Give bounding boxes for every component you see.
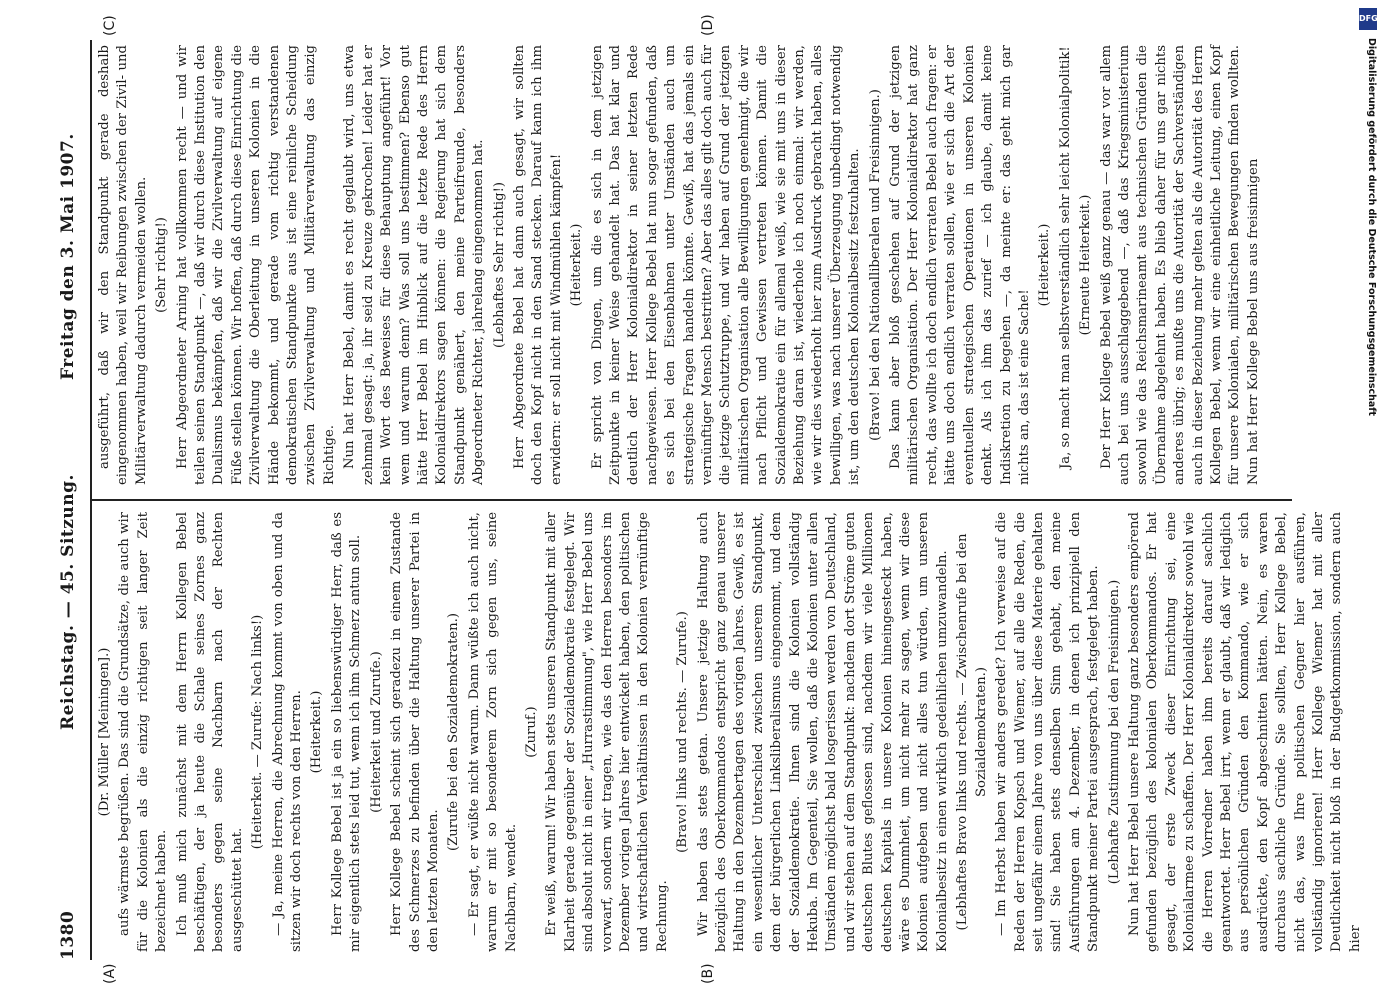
- dfg-logo: DFG: [1359, 8, 1377, 30]
- paragraph: Herr Abgeordneter Arning hat vollkommen recht — und wir teilen seinen Standpunkt —, daß wir durch diese Institution den Dualismus bekämpfen, daß wir die Zivilverwaltung auf eigene Füße stellen können. Wir hoffen, daß durch diese Einrichtung die Zivilverwaltung die Oberleitung in unseren Kolonien in die Hände bekommt, und gerade vom richtig verstandenen demokratischen Standpunkte aus ist eine reinliche Scheidung zwischen Zivilverwaltung und Militärverwaltung das einzig Richtige.: [174, 45, 337, 485]
- paragraph: (Bravo! links und rechts. — Zurufe.): [675, 611, 691, 853]
- paragraph: — Er sagt, er wüßte nicht warum. Dann wüßte ich auch nicht, warum er mit so besonderem Zorn sich gegen uns, seine Nachbarn, wendet.: [466, 512, 519, 952]
- paragraph: Nun hat Herr Bebel, damit es recht geglaubt wird, uns etwa zehnmal gesagt: ja, ihr seid zu Kreuze gekrochen! Leider hat er kein Wort des Beweises für diese Behauptung angeführt! Vor wem und warum denn? Was soll uns bestimmen? Ebenso gut hätte Herr Bebel im Hinblick auf die letzte Rede des Herrn Kolonialdirektors sagen können: die Regierung hat sich dem Standpunkt genähert, den meine Parteifreunde, besonders Abgeordneter Richter, jahrelang eingenommen hat.: [342, 45, 487, 485]
- margin-marker-b: (B): [700, 963, 716, 984]
- column-divider: [92, 499, 1292, 501]
- paragraph: Nun hat Herr Bebel unsere Haltung ganz besonders empörend gefunden bezüglich des kolonialen Oberkommandos. Er hat gesagt, der erste Zweck dieser Einrichtung sei, eine Kolonialarmee zu schaffen. Der Herr Kolonialdirektor sowohl wie die Herren Vorredner haben ihm bereits darauf sachlich geantwortet. Herr Bebel irrt, wenn er glaubt, daß wir lediglich aus persönlichen Gründen den Kommando, wie er sich ausdrückte, den Kopf abgeschnitten hätten. Nein, es waren durchaus sachliche Gründe. Sie sollten, Herr Kollege Bebel, nicht das, was Ihre politischen Gegner hier ausführen, vollständig ignorieren! Herr Kollege Wiemer hat mit aller Deutlichkeit nicht bloß in der Budgetkommission, sondern auch hier: [1126, 512, 1363, 952]
- paragraph: (Zuruf.): [523, 706, 539, 758]
- paragraph: ausgeführt, daß wir den Standpunkt gerade deshalb eingenommen haben, weil wir Reibungen zwischen der Zivil- und Militärverwaltung dadurch vermeiden wollen.: [97, 45, 149, 485]
- paragraph: Herr Kollege Bebel scheint sich geradezu in einem Zustande des Schmerzes zu befinden über die Haltung unserer Partei in den letzten Monaten.: [389, 512, 441, 952]
- page-header: [58, 40, 88, 960]
- paragraph: (Heiterkeit.): [1037, 223, 1053, 307]
- paragraph: (Heiterkeit. — Zurufe: Nach links!): [250, 614, 266, 850]
- digitization-credit: [1359, 8, 1377, 992]
- paragraph: (Heiterkeit und Zurufe.): [368, 651, 384, 813]
- paragraph: (Erneute Heiterkeit.): [1078, 194, 1094, 336]
- paragraph: (Heiterkeit.): [569, 223, 585, 307]
- paragraph: — Im Herbst haben wir anders geredet? Ich verweise auf die Reden der Herren Kopsch und Wiemer, auf alle die Reden, die seit ungefähr einem Jahre von uns über diese Materie gehalten sind! Sie haben stets denselben Sinn gehabt, den meine Ausführungen am 4. Dezember, in denen ich prinzipiell den Standpunkt meiner Partei ausgesprach, festgelegt haben.: [994, 512, 1102, 952]
- session-date: Freitag den 3. Mai 1907.: [58, 133, 78, 380]
- paragraph: Er spricht von Dingen, um die es sich in dem jetzigen Zeitpunkte in keiner Weise gehandelt hat. Das hat klar und deutlich der Herr Kolonialdirektor in seiner letzten Rede nachgewiesen. Herr Kollege Bebel hat nun sogar gefunden, daß es sich bei den Eisenbahnen unter Umständen auch um strategische Fragen handeln könnte. Gewiß, hat das jemals ein vernünftiger Mensch bestritten? Aber das alles gilt doch auch für die jetzige Schutztruppe, und wir haben auf Grund der jetzigen militärischen Organisation alle Bewilligungen genehmigt, die wir nach Pflicht und Gewissen vertreten können. Damit die Sozialdemokratie ein für allemal weiß, wie sie mit uns in dieser Beziehung daran ist, wiederhole ich noch einmal: wir werden, wie wir dies wiederholt hier zum Ausdruck gebracht haben, alles bewilligen, was nach unserer Überzeugung unbedingt notwendig ist, um den deutschen Kolonialbesitz festzuhalten.: [589, 45, 863, 485]
- right-text-column: [96, 45, 1296, 485]
- paragraph: Herr Kollege Bebel ist ja ein so liebenswürdiger Herr, daß es mir eigentlich stets leid tut, wenn ich ihm Schmerz antun soll.: [329, 512, 364, 952]
- paragraph: (Bravo! bei den Nationalliberalen und Freisinnigen.): [867, 89, 883, 441]
- paragraph: (Lebhaftes Bravo links und rechts. — Zwischenrufe bei den Sozialdemokraten.): [955, 533, 989, 931]
- paragraph: (Zurufe bei den Sozialdemokraten.): [446, 612, 462, 852]
- margin-marker-d: (D): [700, 14, 716, 36]
- paragraph: — Ja, meine Herren, die Abrechnung kommt von oben und da sitzen wir doch rechts von den Herren.: [270, 512, 305, 952]
- paragraph: Er weiß, warum! Wir haben stets unseren Standpunkt mit aller Klarheit gerade gegenüber der Sozialdemokratie festgelegt. Wir sind absolut nicht in einer „Hurrastimmung", wie Herr Bebel uns vorwarf, sondern wir tragen, wie das den Herren besonders im Dezember vorigen Jahres hier entwickelt haben, den politischen und wirtschaftlichen Verhältnissen in den Kolonien vernünftige Rechnung.: [544, 512, 670, 952]
- paragraph: (Lebhaftes Sehr richtig!): [491, 181, 507, 349]
- paragraph: Das kann aber bloß geschehen auf Grund der jetzigen militärischen Organisation. Der Herr Kolonialdirektor hat ganz recht, das wollte ich doch endlich verraten Bebel auch fragen: er hätte uns doch endlich verraten sollen, wie er sich die Art der eventuellen strategischen Operationen in unseren Kolonien denkt. Als ich ihm das zurief — ich glaube, damit keine Indiskretion zu begehen —, da meinte er: das geht mich gar nichts an, das ist eine Sache!: [888, 45, 1032, 485]
- paragraph: Der Herr Kollege Bebel weiß ganz genau — das war vor allem auch bei uns ausschlaggebend —, daß das Kriegsministerium sowohl wie das Reichsmarineamt aus technischen Gründen die Übernahme abgelehnt haben. Es blieb daher für uns gar nichts anderes übrig; es mußte uns die Autorität der Sachverständigen auch in dieser Beziehung mehr gelten als die Autorität des Herrn Kollegen Bebel, wenn wir eine einheitliche Leitung, einen Kopf für unsere Kolonialen, militärischen Bewegungen finden wollten. Nun hat Herr Kollege Bebel uns aus freisinnigen: [1098, 45, 1261, 485]
- paragraph: Ich muß mich zunächst mit dem Herrn Kollegen Bebel beschäftigen, der ja heute die Schale seines Zornes ganz besonders gegen seine Nachbarn nach der Rechten ausgeschüttet hat.: [174, 512, 245, 952]
- margin-marker-c: (C): [102, 15, 118, 36]
- paragraph: (Sehr richtig!): [154, 217, 170, 313]
- paragraph: (Heiterkeit.): [309, 690, 325, 774]
- paragraph: (Lebhafte Zustimmung bei den Freisinnigen.): [1106, 579, 1122, 885]
- paragraph: (Dr. Müller [Meiningen].): [97, 647, 112, 817]
- credit-text: Digitalisierung gefördert durch die Deutsche Forschungsgemeinschaft: [1366, 38, 1377, 416]
- paragraph: aufs wärmste begrüßen. Das sind die Grundsätze, die auch wir für die Kolonien als die einzig richtigen seit langer Zeit bezeichnet haben.: [117, 512, 170, 952]
- session-title: Reichstag. — 45. Sitzung.: [58, 474, 78, 730]
- paragraph: Herr Abgeordnete Bebel hat dann auch gesagt, wir sollten doch den Kopf nicht in den Sand stecken. Darauf kann ich ihm erwidern: er soll nicht mit Windmühlen kämpfen!: [511, 45, 564, 485]
- left-text-column: [96, 512, 1363, 952]
- margin-marker-a: (A): [102, 963, 118, 984]
- page-number: 1380: [58, 910, 78, 960]
- paragraph: Ja, so macht man selbstverständlich sehr leicht Kolonialpolitik!: [1057, 46, 1073, 469]
- paragraph: Wir haben das stets getan. Unsere jetzige Haltung auch bezüglich des Oberkommandos entspricht ganz genau unserer Haltung in den Dezembertagen des vorigen Jahres. Gewiß, es ist ein wesentlicher Unterschied zwischen unserem Standpunkt, dem der bürgerlichen Linksliberalismus eingenommt, und dem der Sozialdemokratie. Ihnen sind die Kolonien vollständig Hekuba. Im Gegenteil, Sie wollen, daß die Kolonien unter allen Umständen möglichst bald losgerissen werden von Deutschland, und wir stehen auf dem Standpunkt: nachdem dort Ströme guten deutschen Blutes geflossen sind, nachdem wir viele Millionen deutschen Kapitals in unsere Kolonien hineingesteckt haben, wäre es Dummheit, um nicht mehr zu sagen, wenn wir diese Kolonien aufgeben und nicht alles tun würden, um unseren Kolonialbesitz in einen wirklich gedeihlichen umzuwandeln.: [695, 512, 950, 952]
